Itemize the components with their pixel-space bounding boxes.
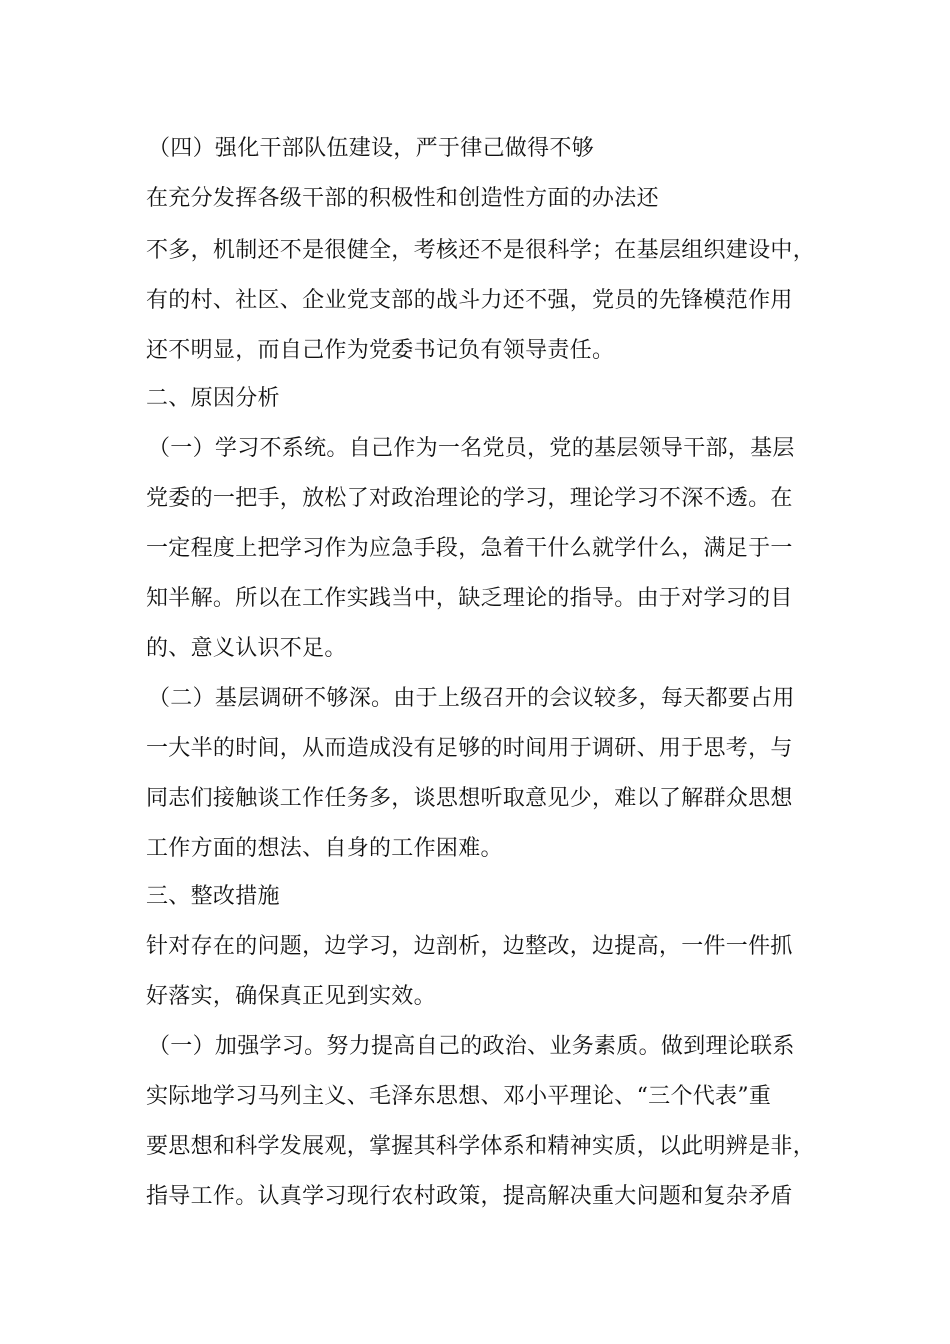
text-line: 有的村、社区、企业党支部的战斗力还不强，党员的先锋模范作用 <box>146 288 793 313</box>
text-line: 的、意义认识不足。 <box>146 636 347 661</box>
text-line: （一）加强学习。努力提高自己的政治、业务素质。做到理论联系 <box>148 1034 795 1059</box>
text-line: 知半解。所以在工作实践当中，缺乏理论的指导。由于对学习的目 <box>146 586 793 611</box>
text-line: 实际地学习马列主义、毛泽东思想、邓小平理论、“三个代表”重 <box>146 1084 772 1109</box>
text-line: （一）学习不系统。自己作为一名党员，党的基层领导干部，基层 <box>148 436 795 461</box>
text-line: 同志们接触谈工作任务多，谈思想听取意见少，难以了解群众思想 <box>146 786 793 811</box>
text-line: 针对存在的问题，边学习，边剖析，边整改，边提高，一件一件抓 <box>146 934 793 959</box>
text-line: 还不明显，而自己作为党委书记负有领导责任。 <box>146 338 615 363</box>
text-line: （二）基层调研不够深。由于上级召开的会议较多，每天都要占用 <box>148 686 795 711</box>
text-line: 一大半的时间，从而造成没有足够的时间用于调研、用于思考，与 <box>146 736 793 761</box>
text-line: 一定程度上把学习作为应急手段，急着干什么就学什么，满足于一 <box>146 536 793 561</box>
text-line: 在充分发挥各级干部的积极性和创造性方面的办法还 <box>146 186 659 211</box>
text-line: 好落实，确保真正见到实效。 <box>146 984 436 1009</box>
section-heading-measures: 三、整改措施 <box>146 884 280 909</box>
text-line: 不多，机制还不是很健全，考核还不是很科学；在基层组织建设中， <box>146 238 816 263</box>
text-line: 指导工作。认真学习现行农村政策，提高解决重大问题和复杂矛盾 <box>146 1184 793 1209</box>
section-heading-reasons: 二、原因分析 <box>146 386 280 411</box>
text-line: 党委的一把手，放松了对政治理论的学习，理论学习不深不透。在 <box>146 486 793 511</box>
paragraph-heading-4: （四）强化干部队伍建设，严于律己做得不够 <box>148 136 595 161</box>
text-line: 工作方面的想法、自身的工作困难。 <box>146 836 503 861</box>
text-line: 要思想和科学发展观，掌握其科学体系和精神实质，以此明辨是非， <box>146 1134 816 1159</box>
